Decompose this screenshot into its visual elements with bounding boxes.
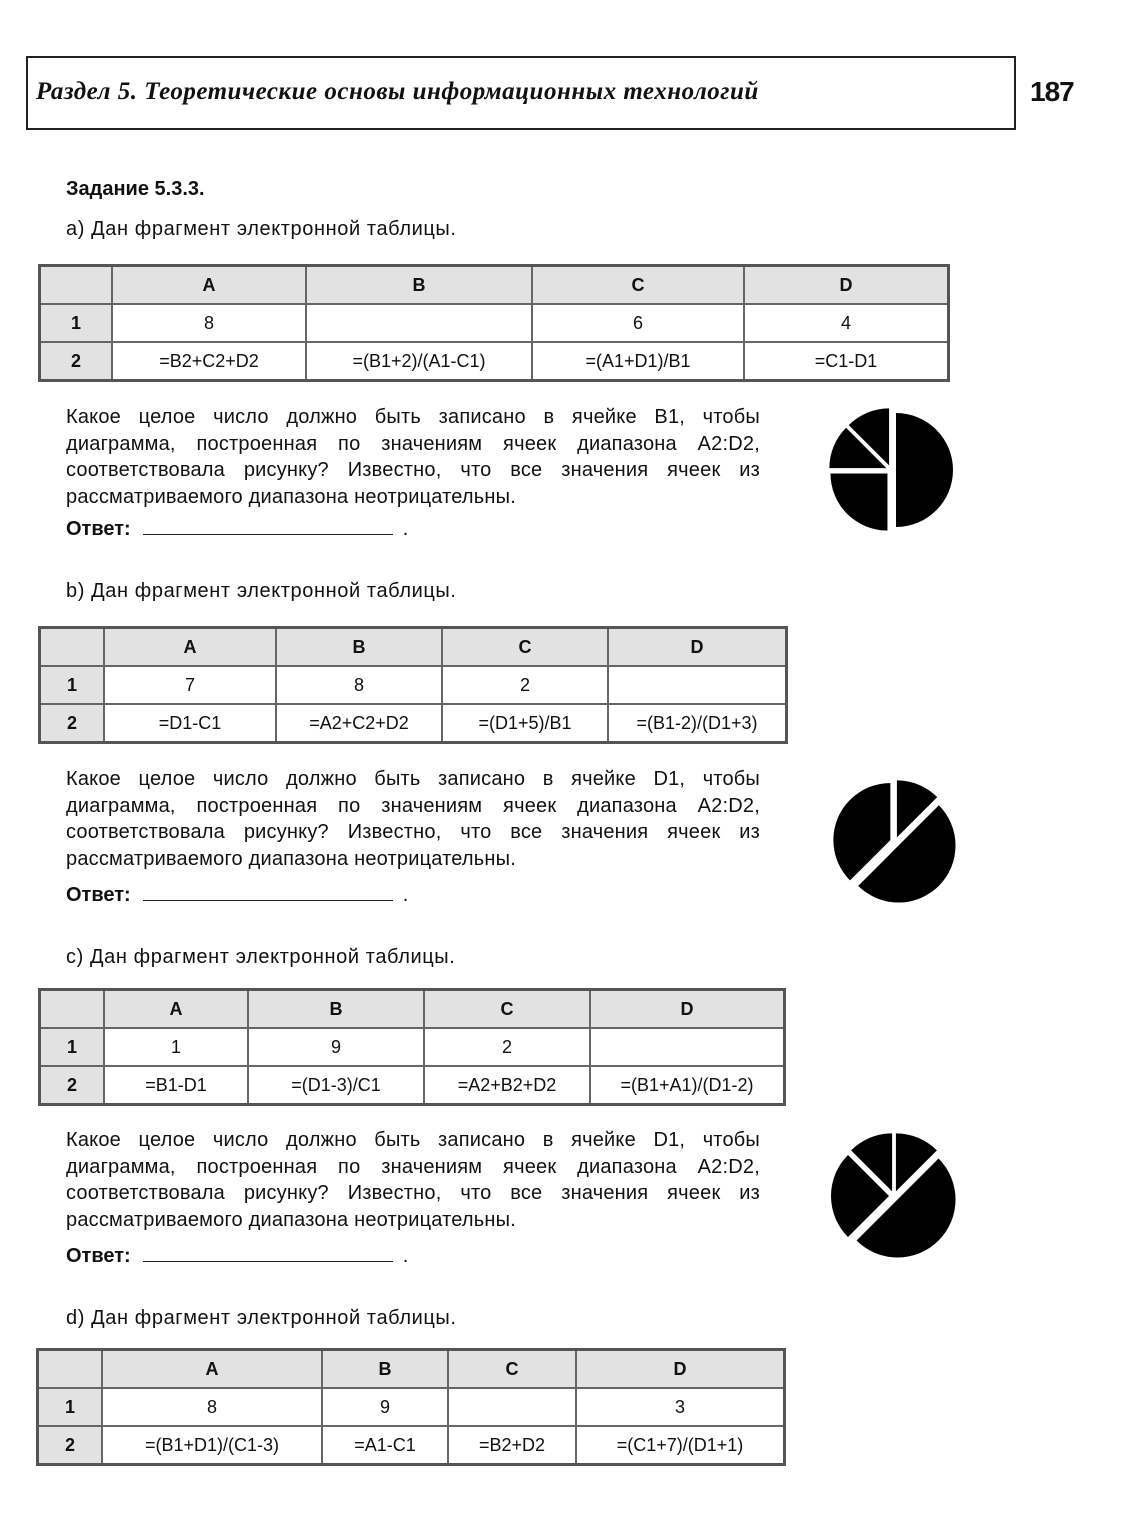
cell: 9 [248, 1028, 424, 1066]
answer-field[interactable] [143, 516, 393, 535]
cell [608, 666, 787, 704]
answer-field[interactable] [143, 1243, 393, 1262]
answer-dot: . [402, 518, 409, 540]
row-header: 1 [40, 666, 105, 704]
cell: 4 [744, 304, 949, 342]
answer-dot: . [402, 1245, 409, 1267]
part-b-intro: b) Дан фрагмент электронной таблицы. [66, 580, 457, 602]
col-header: D [576, 1350, 785, 1389]
cell: =A1-C1 [322, 1426, 448, 1465]
answer-field[interactable] [143, 882, 393, 901]
col-header: B [322, 1350, 448, 1389]
col-header: D [608, 628, 787, 667]
cell: =(D1+5)/B1 [442, 704, 608, 743]
col-header: B [276, 628, 442, 667]
cell: 6 [532, 304, 744, 342]
part-c-question: Какое целое число должно быть записано в ячейке D1, чтобы диаграмма, построенная по значениям ячеек диапазона A2:D2, соответствовала рисунку? Известно, что все значения ячеек из рассматриваемого диапазона неотрицательны. [66, 1129, 760, 1231]
col-header: C [424, 990, 590, 1029]
corner-cell [40, 266, 113, 305]
cell [448, 1388, 576, 1426]
col-header: C [448, 1350, 576, 1389]
col-header: A [104, 990, 248, 1029]
cell: =C1-D1 [744, 342, 949, 381]
answer-label: Ответ: [66, 518, 131, 540]
answer-label: Ответ: [66, 884, 131, 906]
part-c-answer [66, 1243, 408, 1268]
part-c-intro: c) Дан фрагмент электронной таблицы. [66, 946, 456, 968]
task-title: Задание 5.3.3. [66, 178, 205, 200]
pie-chart-b [830, 774, 960, 910]
part-a-answer [66, 516, 408, 541]
col-header: B [248, 990, 424, 1029]
cell: =A2+C2+D2 [276, 704, 442, 743]
col-header: D [744, 266, 949, 305]
section-title: Раздел 5. Теоретические основы информационных технологий [36, 78, 759, 105]
row-header: 2 [38, 1426, 103, 1465]
cell: 2 [442, 666, 608, 704]
row-header: 2 [40, 1066, 105, 1105]
cell [306, 304, 532, 342]
cell: =(B1-2)/(D1+3) [608, 704, 787, 743]
cell: =(B1+2)/(A1-C1) [306, 342, 532, 381]
cell: =B1-D1 [104, 1066, 248, 1105]
col-header: A [104, 628, 276, 667]
cell: 8 [112, 304, 306, 342]
col-header: C [442, 628, 608, 667]
pie-slice-2 [830, 474, 887, 531]
cell: =B2+C2+D2 [112, 342, 306, 381]
pie-chart-a [826, 405, 956, 535]
pie-slice-1 [896, 413, 953, 527]
cell: =A2+B2+D2 [424, 1066, 590, 1105]
sheet-c [38, 988, 786, 1106]
row-header: 1 [38, 1388, 103, 1426]
cell: 1 [104, 1028, 248, 1066]
part-b-question: Какое целое число должно быть записано в ячейке D1, чтобы диаграмма, построенная по значениям ячеек диапазона A2:D2, соответствовала рисунку? Известно, что все значения ячеек из рассматриваемого диапазона неотрицательны. [66, 768, 760, 870]
corner-cell [38, 1350, 103, 1389]
cell: =(A1+D1)/B1 [532, 342, 744, 381]
cell: 8 [102, 1388, 322, 1426]
col-header: C [532, 266, 744, 305]
cell: 3 [576, 1388, 785, 1426]
col-header: D [590, 990, 785, 1029]
corner-cell [40, 990, 105, 1029]
cell: 9 [322, 1388, 448, 1426]
cell: =(B1+D1)/(C1-3) [102, 1426, 322, 1465]
row-header: 1 [40, 304, 113, 342]
col-header: A [102, 1350, 322, 1389]
cell: =B2+D2 [448, 1426, 576, 1465]
part-a-intro: a) Дан фрагмент электронной таблицы. [66, 218, 457, 240]
cell: =(C1+7)/(D1+1) [576, 1426, 785, 1465]
page-number: 187 [1030, 76, 1074, 107]
part-a-question: Какое целое число должно быть записано в ячейке B1, чтобы диаграмма, построенная по значениям ячеек диапазона A2:D2, соответствовала рисунку? Известно, что все значения ячеек из рассматриваемого диапазона неотрицательны. [66, 406, 760, 508]
part-b-answer [66, 882, 408, 907]
answer-dot: . [402, 884, 409, 906]
row-header: 2 [40, 342, 113, 381]
row-header: 2 [40, 704, 105, 743]
cell: =(D1-3)/C1 [248, 1066, 424, 1105]
sheet-b [38, 626, 788, 744]
row-header: 1 [40, 1028, 105, 1066]
answer-label: Ответ: [66, 1245, 131, 1267]
sheet-a [38, 264, 950, 382]
cell: 2 [424, 1028, 590, 1066]
cell: =D1-C1 [104, 704, 276, 743]
cell: 8 [276, 666, 442, 704]
cell: =(B1+A1)/(D1-2) [590, 1066, 785, 1105]
part-d-intro: d) Дан фрагмент электронной таблицы. [66, 1307, 457, 1329]
sheet-d [36, 1348, 786, 1466]
pie-chart-c [828, 1128, 960, 1264]
corner-cell [40, 628, 105, 667]
col-header: B [306, 266, 532, 305]
col-header: A [112, 266, 306, 305]
cell [590, 1028, 785, 1066]
cell: 7 [104, 666, 276, 704]
